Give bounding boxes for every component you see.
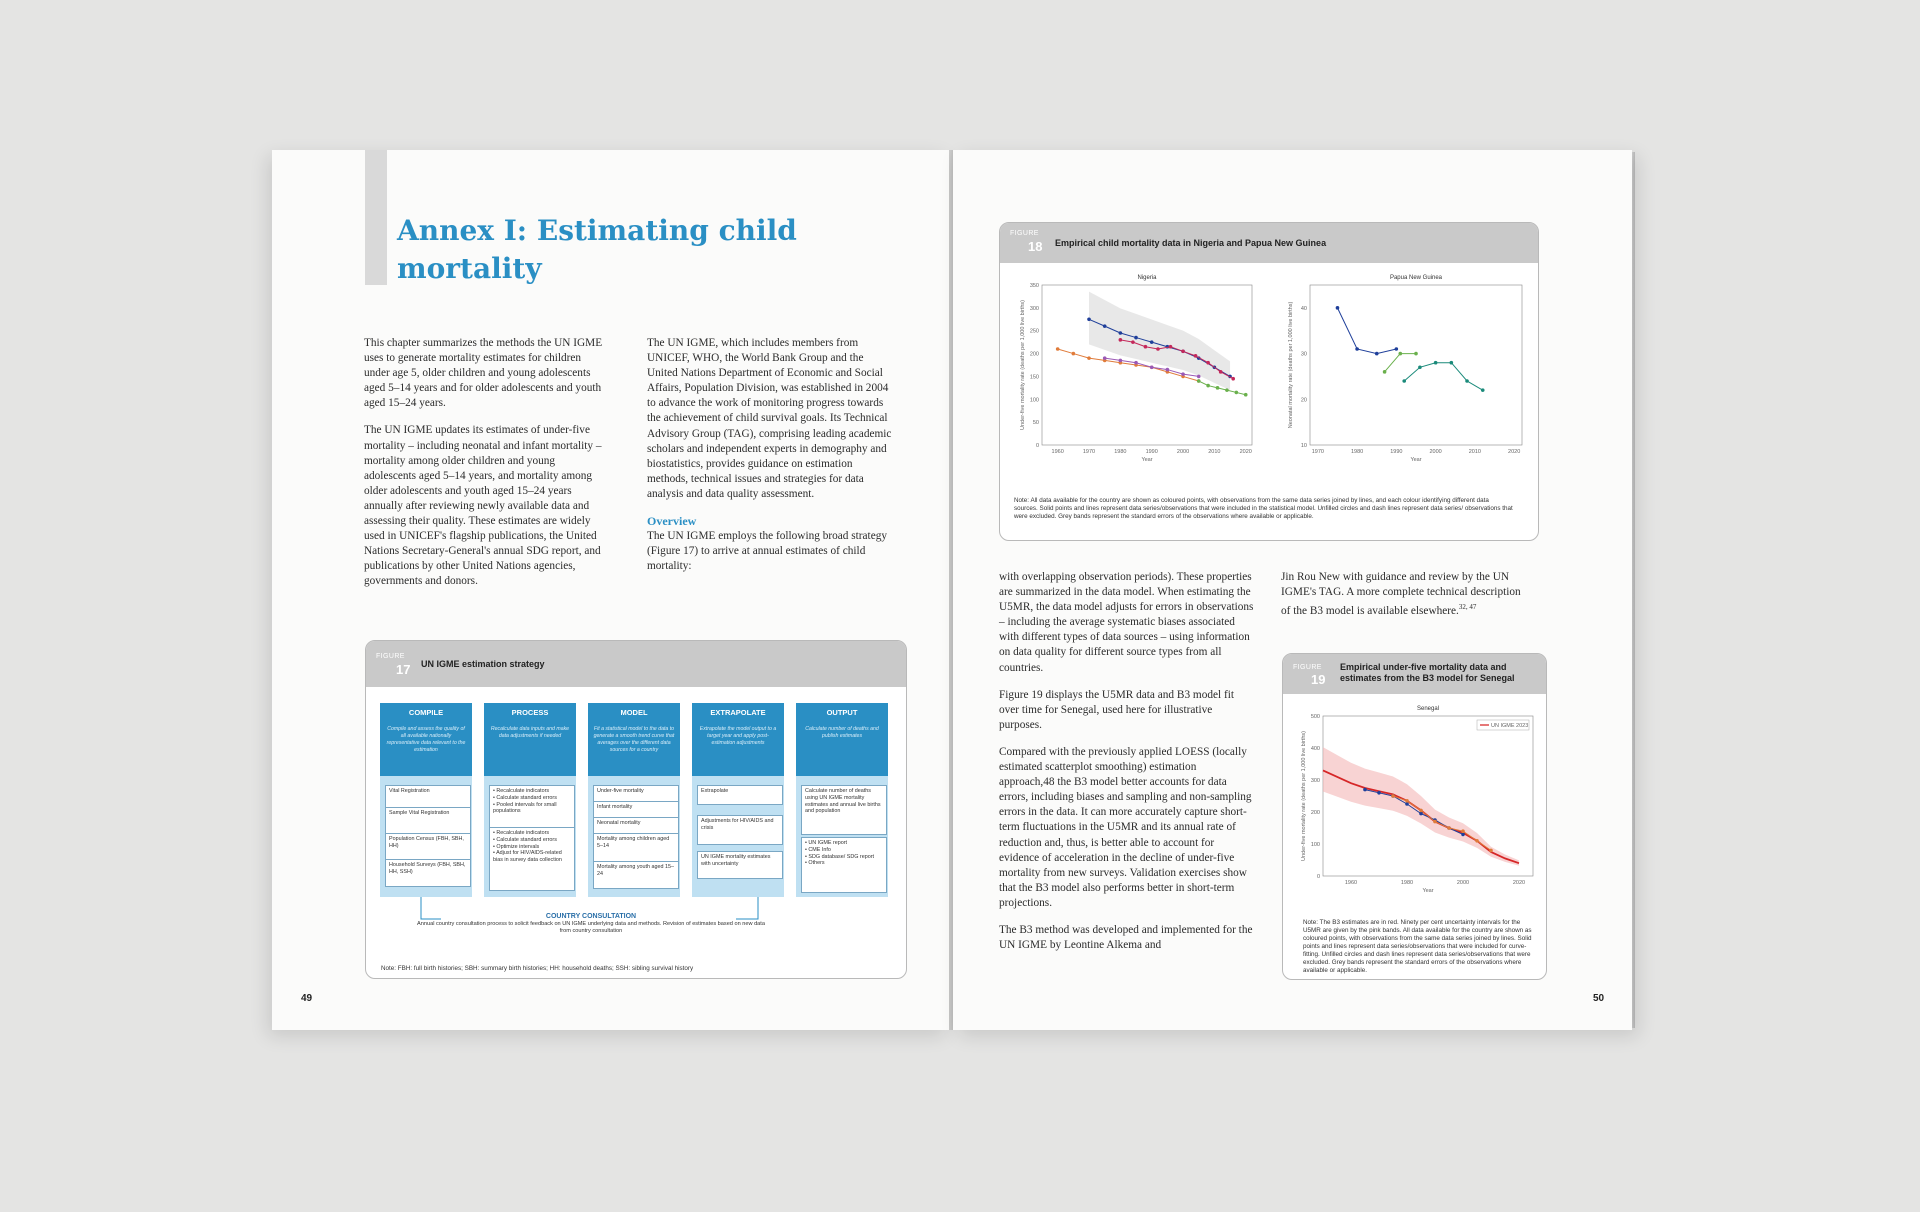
paragraph: The B3 method was developed and implemented for the UN IGME by Leontine Alkema and: [999, 923, 1253, 952]
data-point: [1169, 345, 1173, 349]
left-column-2: [647, 336, 892, 586]
x-axis-label: Year: [1141, 457, 1153, 463]
figure-header: [1283, 654, 1546, 694]
data-point: [1103, 324, 1107, 328]
y-tick-label: 0: [1316, 874, 1320, 880]
chapter-tab-bar: [365, 150, 387, 285]
figure-number: 18: [1028, 239, 1043, 254]
data-point: [1103, 356, 1107, 360]
y-axis-label: Under-five mortality rate (deaths per 1,000 live births): [1301, 731, 1307, 861]
right-column-2: [1281, 570, 1526, 631]
figure-title: Empirical under-five mortality data and estimates from the B3 model for Senegal: [1340, 662, 1515, 683]
data-point: [1391, 794, 1395, 798]
y-tick-label: 20: [1300, 397, 1307, 404]
data-point: [1072, 352, 1076, 356]
figure-17: [365, 640, 907, 979]
x-tick-label: 1980: [1350, 449, 1364, 455]
figure-title: Empirical child mortality data in Nigeria and Papua New Guinea: [1055, 238, 1327, 248]
x-tick-label: 2020: [1508, 449, 1521, 455]
data-point: [1225, 388, 1229, 392]
stage-heading: MODEL: [588, 703, 680, 723]
x-tick-label: 1990: [1145, 449, 1158, 455]
figure-number: 19: [1311, 672, 1326, 687]
y-tick-label: 0: [1035, 443, 1039, 449]
data-point: [1434, 361, 1438, 365]
paragraph-text: Jin Rou New with guidance and review by the UN IGME's TAG. A more complete technical description of the B3 model is available elsewhere.: [1281, 571, 1521, 617]
figure-note: Note: The B3 estimates are in red. Ninety per cent uncertainty intervals for the U5MR are given by the pink bands. All data available for the country are shown as coloured points, with observations from the same data series joined by lines. Solid points and lines represent data series/observations that were included for curve-fitting. Unfilled circles and dash lines represent data series/observations that were excluded. Grey bands represent the standard errors of the observations where available or applicable.: [1303, 919, 1532, 974]
stage-box: • Recalculate indicators • Calculate standard errors • Optimize intervals • Adjust for HIV/AIDS-related bias in survey data collection: [489, 827, 575, 891]
stage-heading: COMPILE: [380, 703, 472, 723]
right-page: [953, 150, 1632, 1030]
paragraph: The UN IGME, which includes members from UNICEF, WHO, the World Bank Group and the United Nations Department of Economic and Social Affairs, Population Division, was established in 2004 to advance the work of monitoring progress towards the achievement of child survival goals. Its Technical Advisory Group (TAG), comprising leading academic scholars and independent experts in demography and biostatistics, provides guidance on estimation methods, technical issues and strategies for data analysis and data quality assessment.: [647, 337, 892, 500]
data-point: [1355, 347, 1359, 351]
y-tick-label: 100: [1310, 842, 1320, 848]
left-page: [272, 150, 949, 1030]
chart-senegal: [1289, 702, 1539, 897]
y-tick-label: 30: [1300, 351, 1307, 358]
data-point: [1119, 359, 1123, 363]
data-point: [1405, 799, 1409, 803]
y-tick-label: 350: [1029, 283, 1039, 289]
x-axis-label: Year: [1422, 888, 1434, 894]
figure-note: Note: FBH: full birth histories; SBH: summary birth histories; HH: household deaths; SSH: sibling survival history: [381, 965, 694, 972]
data-point: [1194, 354, 1198, 358]
chart-nigeria: [1010, 273, 1260, 463]
x-tick-label: 1970: [1082, 449, 1096, 455]
figure-number: 17: [396, 662, 411, 677]
figure-19: [1282, 653, 1547, 980]
data-point: [1418, 365, 1422, 369]
x-tick-label: 2000: [1176, 449, 1190, 455]
stage-box: Infant mortality: [593, 801, 679, 821]
stage-box: UN IGME mortality estimates with uncertainty: [697, 851, 783, 879]
paragraph: The UN IGME employs the following broad strategy (Figure 17) to arrive at annual estimates of child mortality:: [647, 530, 888, 573]
stage-box: Mortality among youth aged 15–24: [593, 861, 679, 889]
data-point: [1134, 361, 1138, 365]
data-point: [1244, 393, 1248, 397]
data-point: [1481, 388, 1485, 392]
x-tick-label: 1970: [1311, 449, 1324, 455]
y-tick-label: 50: [1032, 420, 1039, 427]
reference-superscript: 32, 47: [1458, 603, 1477, 612]
data-point: [1119, 331, 1123, 335]
paragraph: The UN IGME updates its estimates of under-five mortality – including neonatal and infant mortality – mortality among older children and young adolescents aged 5–14 years, and mortality among older adolescents and youth aged 15–24 years annually after reviewing newly available data and assessing their quality. These estimates are widely used in UNICEF's flagship publications, the United Nations Secretary-General's annual SDG report, and publications by other United Nations agencies, governments and donors.: [364, 424, 602, 588]
y-axis-label: Under-five mortality rate (deaths per 1,000 live births): [1020, 300, 1026, 430]
right-column-1: [999, 570, 1254, 965]
paragraph: with overlapping observation periods). These properties are summarized in the data model. When estimating the U5MR, the data model adjusts for errors in observations – including the average systematic biases associated with different types of data sources – using information on data quality for different source types from all countries.: [999, 571, 1254, 674]
y-tick-label: 500: [1310, 714, 1320, 720]
data-point: [1219, 370, 1223, 374]
chart-title: Papua New Guinea: [1389, 275, 1443, 281]
stage-box: Neonatal mortality: [593, 817, 679, 837]
overview-subhead: Overview: [647, 514, 697, 529]
data-point: [1375, 352, 1379, 356]
y-tick-label: 100: [1029, 397, 1039, 404]
data-point: [1206, 361, 1210, 365]
data-point: [1216, 386, 1220, 390]
stage-box: Extrapolate: [697, 785, 783, 805]
data-point: [1134, 336, 1138, 340]
figure-header: [1000, 223, 1538, 263]
y-tick-label: 300: [1029, 305, 1039, 312]
data-point: [1402, 379, 1406, 383]
page-number: 49: [301, 993, 313, 1004]
x-tick-label: 1990: [1390, 449, 1403, 455]
data-point: [1197, 379, 1201, 383]
legend-label: UN IGME 2023: [1491, 723, 1529, 729]
x-tick-label: 1980: [1400, 880, 1414, 886]
data-point: [1087, 317, 1091, 321]
stage-box: Calculate number of deaths using UN IGME mortality estimates and annual live births and population: [801, 785, 887, 835]
stage-box: Under-five mortality: [593, 785, 679, 805]
data-point: [1181, 372, 1185, 376]
data-point: [1181, 349, 1185, 353]
stage-box: Vital Registration: [385, 785, 471, 809]
data-point: [1206, 384, 1210, 388]
paragraph: Figure 19 displays the U5MR data and B3 model fit over time for Senegal, used here for illustrative purposes.: [999, 688, 1235, 731]
paragraph: Compared with the previously applied LOESS (locally estimated scatterplot smoothing) estimation approach,48 the B3 model better accounts for data errors, including biases and sampling and non-sampling errors in the data. It can more accurately capture short-term fluctuations in the U5MR and its annual rate of reduction and, thus, is better able to account for evidence of acceleration in the decline of under-five mortality from new surveys. Validation exercises show that the B3 model also performs better in short-term projections.: [999, 745, 1252, 909]
figure-label: FIGURE: [1293, 664, 1322, 671]
data-point: [1166, 368, 1170, 372]
data-point: [1231, 377, 1235, 381]
data-point: [1398, 352, 1402, 356]
stage-box: Sample Vital Registration: [385, 807, 471, 835]
stage-heading: OUTPUT: [796, 703, 888, 723]
data-point: [1363, 788, 1367, 792]
data-point: [1419, 809, 1423, 813]
x-axis-label: Year: [1410, 457, 1422, 463]
x-tick-label: 2020: [1239, 449, 1252, 455]
page-number: 50: [1593, 993, 1605, 1004]
x-tick-label: 1980: [1114, 449, 1127, 455]
chart-title: Nigeria: [1137, 275, 1157, 281]
figure-title: UN IGME estimation strategy: [421, 659, 545, 669]
data-point: [1489, 849, 1493, 853]
consultation-text: Annual country consultation process to solicit feedback on UN IGME underlying data and methods. Revision of estimates based on new data from country consultation: [417, 921, 765, 934]
x-tick-label: 2010: [1468, 449, 1482, 455]
x-tick-label: 2020: [1512, 880, 1526, 886]
stage-description: Extrapolate the model output to a target year and apply post-estimation adjustments: [692, 723, 784, 776]
data-point: [1144, 345, 1148, 349]
data-point: [1447, 826, 1451, 830]
data-point: [1087, 356, 1091, 360]
data-point: [1383, 370, 1387, 374]
stage-box: Household Surveys (FBH, SBH, HH, SSH): [385, 859, 471, 887]
stage-box: Population Census (FBH, SBH, HH): [385, 833, 471, 861]
figure-label: FIGURE: [376, 653, 405, 660]
data-point: [1433, 820, 1437, 824]
chart-title: Senegal: [1416, 706, 1440, 712]
data-point: [1156, 347, 1160, 351]
y-tick-label: 40: [1300, 305, 1307, 312]
data-point: [1377, 791, 1381, 795]
stage-box: Mortality among children aged 5–14: [593, 833, 679, 863]
data-point: [1461, 829, 1465, 833]
y-tick-label: 250: [1029, 328, 1039, 335]
stage-description: Recalculate data inputs and make data adjustments if needed: [484, 723, 576, 776]
stage-description: Calculate number of deaths and publish estimates: [796, 723, 888, 776]
chart-papua-new-guinea: [1280, 273, 1530, 463]
country-consultation: [416, 913, 766, 935]
y-tick-label: 400: [1310, 746, 1320, 752]
data-point: [1414, 352, 1418, 356]
data-point: [1150, 365, 1154, 369]
y-tick-label: 200: [1310, 810, 1320, 816]
y-axis-label: Neonatal mortality rate (deaths per 1,000 live births): [1288, 301, 1294, 429]
stage-description: Compile and assess the quality of all available nationally representative data relevant to the estimation: [380, 723, 472, 776]
consultation-title: COUNTRY CONSULTATION: [545, 913, 637, 920]
plot-area: [1310, 285, 1522, 445]
x-tick-label: 2010: [1208, 449, 1221, 455]
data-point: [1461, 833, 1465, 837]
data-point: [1150, 340, 1154, 344]
data-point: [1475, 839, 1479, 843]
stage-description: Fit a statistical model to the data to generate a smooth trend curve that averages over the different data sources for a country: [588, 723, 680, 776]
data-point: [1056, 347, 1060, 351]
stage-heading: EXTRAPOLATE: [692, 703, 784, 723]
stage-heading: PROCESS: [484, 703, 576, 723]
data-point: [1450, 361, 1454, 365]
data-point: [1131, 340, 1135, 344]
x-tick-label: 1960: [1344, 880, 1358, 886]
stage-box: • Recalculate indicators • Calculate standard errors • Pooled intervals for small populations: [489, 785, 575, 829]
data-point: [1465, 379, 1469, 383]
figure-label: FIGURE: [1010, 230, 1039, 237]
paragraph: This chapter summarizes the methods the UN IGME uses to generate mortality estimates for children under age 5, older children and young adolescents aged 5–14 years and for older adolescents and youth aged 15–24 years.: [364, 337, 603, 410]
paragraph: [1281, 570, 1526, 619]
stage-box: Adjustments for HIV/AIDS and crisis: [697, 815, 783, 845]
stage-box: • UN IGME report • CME Info • SDG database/ SDG report • Others: [801, 837, 887, 893]
left-column-1: [364, 336, 609, 602]
figure-note: Note: All data available for the country are shown as coloured points, with observations from the same data series joined by lines, and each colour identifying different data sources. Solid points and lines represent data series/observations that were included in the statistical model. Unfilled circles and dash lines represent data series/ observations that were excluded. Grey bands represent the standard errors of the observations where available or applicable.: [1014, 497, 1513, 520]
y-tick-label: 10: [1300, 443, 1307, 449]
chapter-title: Annex I: Estimating child mortality: [397, 214, 797, 285]
data-point: [1197, 375, 1201, 379]
y-tick-label: 200: [1029, 351, 1039, 358]
x-tick-label: 1960: [1051, 449, 1064, 455]
data-point: [1419, 812, 1423, 816]
data-point: [1235, 391, 1239, 395]
y-tick-label: 300: [1310, 778, 1320, 784]
data-point: [1336, 306, 1340, 310]
data-point: [1405, 802, 1409, 806]
x-tick-label: 2000: [1456, 880, 1470, 886]
y-tick-label: 150: [1029, 374, 1039, 381]
data-point: [1119, 338, 1123, 342]
data-point: [1395, 347, 1399, 351]
x-tick-label: 2000: [1429, 449, 1442, 455]
figure-18: [999, 222, 1539, 541]
